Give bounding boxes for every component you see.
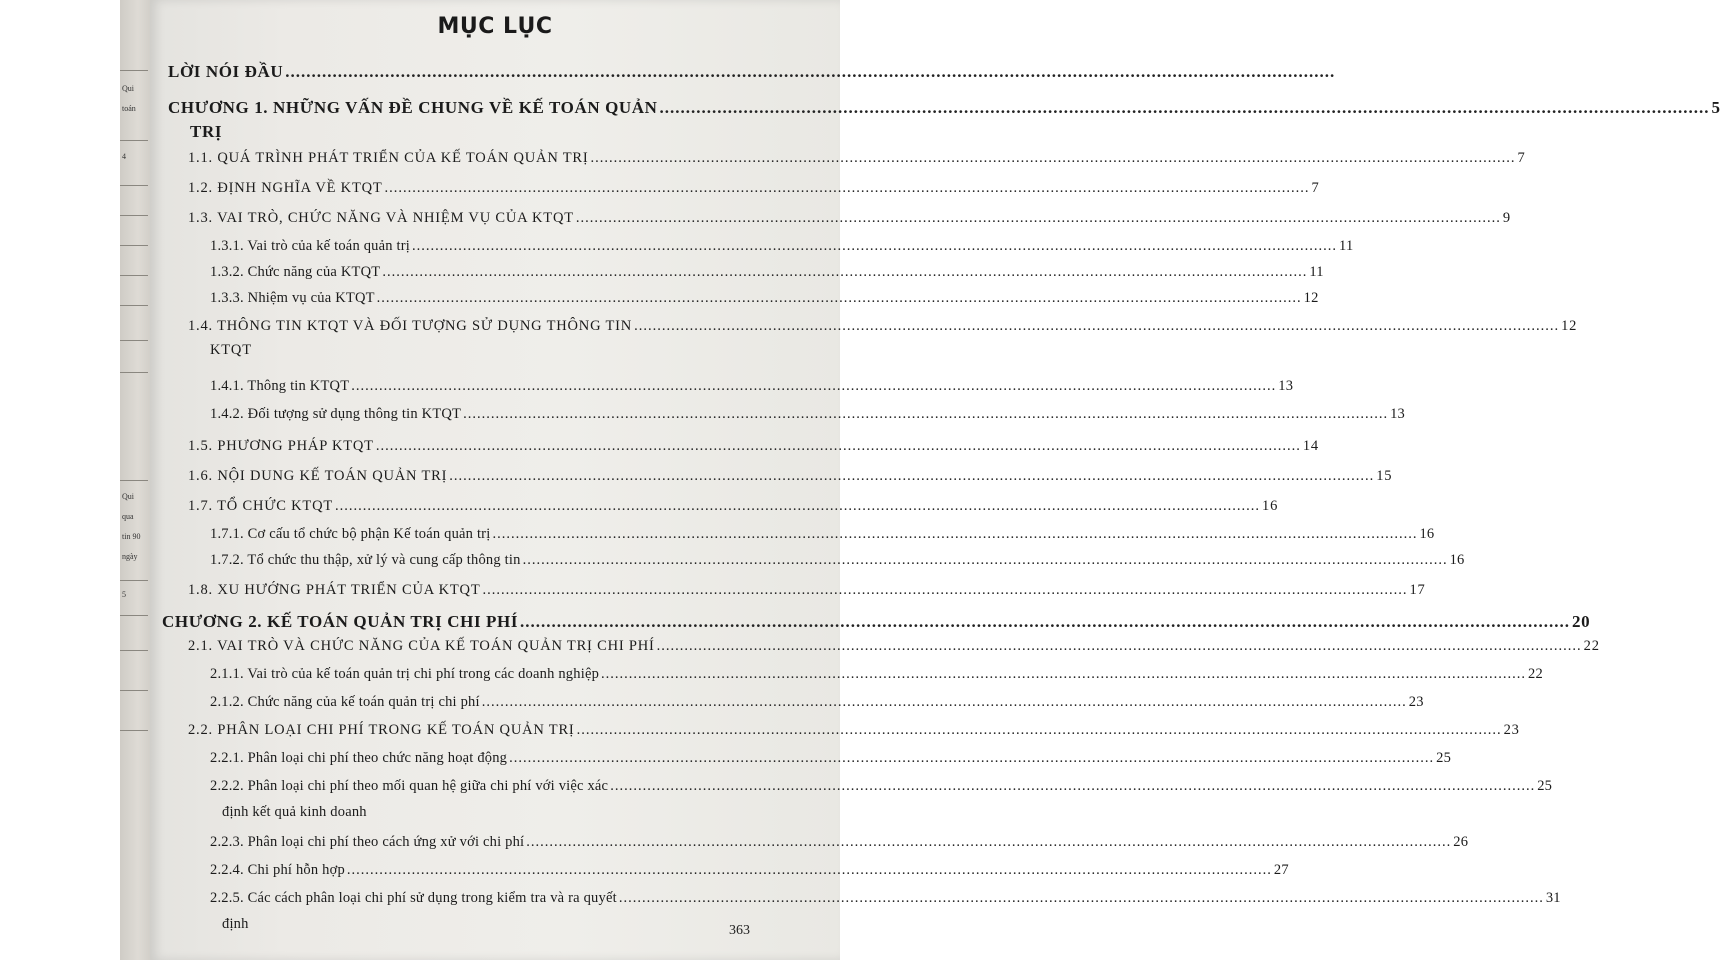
toc-entry-title: 1.8. XU HƯỚNG PHÁT TRIỂN CỦA KTQT <box>188 582 481 598</box>
toc-entry[interactable] <box>162 612 1591 632</box>
toc-entry-page: 26 <box>1453 834 1469 850</box>
side-fragment: Qui <box>122 84 134 93</box>
toc-entry[interactable] <box>210 694 1424 711</box>
toc-entry-title: 1.5. PHƯƠNG PHÁP KTQT <box>188 438 374 454</box>
toc-entry[interactable] <box>210 666 1543 683</box>
toc-entry-page: 7 <box>1311 180 1320 196</box>
toc-entry-continuation: TRỊ <box>190 122 223 141</box>
toc-entry-title: 1.3. VAI TRÒ, CHỨC NĂNG VÀ NHIỆM VỤ CỦA KTQT <box>188 210 574 226</box>
toc-entry-page: 11 <box>1339 238 1354 254</box>
toc-entry-page: 23 <box>1503 722 1520 738</box>
toc-entry-continuation: KTQT <box>210 342 252 358</box>
dot-leader: ........................................................................................................................................................................................................ <box>520 612 1571 631</box>
dot-leader: ........................................................................................................................................................................................................ <box>375 438 1301 454</box>
toc-entry-page: 22 <box>1583 638 1600 654</box>
dot-leader: ........................................................................................................................................................................................................ <box>634 318 1560 334</box>
toc-entry-page: 25 <box>1537 778 1553 794</box>
background-left <box>0 0 120 960</box>
page-number: 363 <box>729 923 750 938</box>
toc-entry-page: 7 <box>1517 150 1526 166</box>
dot-leader: ........................................................................................................................................................................................................ <box>463 406 1389 422</box>
toc-entry-page: 17 <box>1409 582 1426 598</box>
toc-entry-title: 2.2.1. Phân loại chi phí theo chức năng hoạt động <box>210 750 508 766</box>
toc-entry-page: 5 <box>1711 98 1721 117</box>
toc-entry-page: 16 <box>1449 552 1465 568</box>
side-fragment: qua <box>122 512 134 521</box>
toc-entry-page: 13 <box>1390 406 1406 422</box>
toc-entry-page: 27 <box>1273 862 1289 878</box>
toc-entry-title: 1.6. NỘI DUNG KẾ TOÁN QUẢN TRỊ <box>188 468 448 484</box>
toc-entry[interactable] <box>210 862 1289 879</box>
toc-entry[interactable] <box>188 180 1320 197</box>
toc-entry[interactable] <box>168 62 1336 82</box>
toc-entry-title: CHƯƠNG 2. KẾ TOÁN QUẢN TRỊ CHI PHÍ <box>162 612 519 631</box>
dot-leader: ........................................................................................................................................................................................................ <box>482 582 1408 598</box>
dot-leader: ........................................................................................................................................................................................................ <box>659 98 1710 117</box>
toc-entry[interactable] <box>168 98 1721 118</box>
side-fragment: Qui <box>122 492 134 501</box>
toc-entry[interactable] <box>188 722 1520 739</box>
toc-entry-title: 1.7. TỔ CHỨC KTQT <box>188 498 334 514</box>
toc-entry[interactable] <box>210 778 1553 795</box>
toc-entry-page: 12 <box>1303 290 1319 306</box>
dot-leader: ........................................................................................................................................................................................................ <box>346 862 1272 878</box>
dot-leader: ........................................................................................................................................................................................................ <box>509 750 1435 766</box>
toc-entry-title: 2.1. VAI TRÒ VÀ CHỨC NĂNG CỦA KẾ TOÁN QUẢN TRỊ CHI PHÍ <box>188 638 655 654</box>
side-fragment: 5 <box>122 590 126 599</box>
toc-entry-title: 1.4. THÔNG TIN KTQT VÀ ĐỐI TƯỢNG SỬ DỤNG THÔNG TIN <box>188 318 633 334</box>
toc-entry-page: 15 <box>1376 468 1393 484</box>
underlying-page-edge <box>120 0 151 960</box>
toc-entry-page: 11 <box>1309 264 1324 280</box>
toc-entry-page: 23 <box>1408 694 1424 710</box>
toc-entry[interactable] <box>210 526 1435 543</box>
dot-leader: ........................................................................................................................................................................................................ <box>449 468 1375 484</box>
dot-leader: ........................................................................................................................................................................................................ <box>618 890 1544 906</box>
toc-entry-title: 2.1.2. Chức năng của kế toán quản trị chi phí <box>210 694 480 710</box>
toc-entry-title: 1.2. ĐỊNH NGHĨA VỀ KTQT <box>188 180 383 196</box>
toc-entry-page: 22 <box>1528 666 1543 682</box>
toc-entry-title: 2.2.4. Chi phí hỗn hợp <box>210 862 345 878</box>
toc-entry-page: 20 <box>1572 612 1591 631</box>
toc-entry[interactable] <box>188 438 1319 455</box>
toc-entry[interactable] <box>210 264 1324 281</box>
toc-entry-page: 9 <box>1502 210 1511 226</box>
toc-entry[interactable] <box>188 638 1600 655</box>
toc-entry-page: 25 <box>1436 750 1452 766</box>
dot-leader: ........................................................................................................................................................................................................ <box>590 150 1516 166</box>
toc-entry-continuation: định kết quả kinh doanh <box>222 804 367 820</box>
dot-leader: ........................................................................................................................................................................................................ <box>492 526 1418 542</box>
toc-entry-title: 1.7.1. Cơ cấu tổ chức bộ phận Kế toán quản trị <box>210 526 491 542</box>
toc-entry-page: 12 <box>1561 318 1578 334</box>
dot-leader: ........................................................................................................................................................................................................ <box>382 264 1308 280</box>
dot-leader: ........................................................................................................................................................................................................ <box>335 498 1261 514</box>
toc-entry[interactable] <box>210 290 1319 307</box>
toc-entry-title: 1.7.2. Tổ chức thu thập, xử lý và cung cấp thông tin <box>210 552 521 568</box>
toc-entry-title: 1.3.1. Vai trò của kế toán quản trị <box>210 238 411 254</box>
toc-entry[interactable] <box>188 150 1526 167</box>
toc-entry[interactable] <box>188 318 1578 335</box>
toc-entry-title: 2.2.2. Phân loại chi phí theo mối quan hệ giữa chi phí với việc xác <box>210 778 609 794</box>
toc-entry-title: 2.2.3. Phân loại chi phí theo cách ứng xử với chi phí <box>210 834 525 850</box>
toc-entry-title: 1.1. QUÁ TRÌNH PHÁT TRIỂN CỦA KẾ TOÁN QUẢN TRỊ <box>188 150 589 166</box>
toc-entry-title: LỜI NÓI ĐẦU <box>168 62 284 81</box>
toc-entry-title: 1.4.2. Đối tượng sử dụng thông tin KTQT <box>210 406 462 422</box>
side-fragment: toán <box>122 104 136 113</box>
page-title: MỤC LỤC <box>437 14 553 39</box>
toc-entry[interactable] <box>188 582 1426 599</box>
toc-entry[interactable] <box>210 750 1452 767</box>
toc-entry-title: 1.3.3. Nhiệm vụ của KTQT <box>210 290 375 306</box>
dot-leader: ........................................................................................................................................................................................................ <box>351 378 1277 394</box>
toc-entry-title: 2.2.5. Các cách phân loại chi phí sử dụng trong kiểm tra và ra quyết <box>210 890 617 906</box>
toc-entry-page: 14 <box>1302 438 1319 454</box>
toc-entry[interactable] <box>188 468 1393 485</box>
toc-entry-continuation: định <box>222 916 249 932</box>
toc-entry[interactable] <box>210 406 1406 423</box>
toc-entry-title: 1.4.1. Thông tin KTQT <box>210 378 350 394</box>
dot-leader: ........................................................................................................................................................................................................ <box>610 778 1536 794</box>
toc-entry[interactable] <box>188 210 1511 227</box>
toc-entry-page: 16 <box>1419 526 1435 542</box>
dot-leader: ........................................................................................................................................................................................................ <box>526 834 1452 850</box>
dot-leader: ........................................................................................................................................................................................................ <box>522 552 1448 568</box>
toc-entry[interactable] <box>210 378 1294 395</box>
side-fragment: tin 90 <box>122 532 141 541</box>
dot-leader: ........................................................................................................................................................................................................ <box>384 180 1310 196</box>
dot-leader: ........................................................................................................................................................................................................ <box>376 290 1302 306</box>
dot-leader: ........................................................................................................................................................................................................ <box>575 210 1501 226</box>
side-fragment: ngày <box>122 552 138 561</box>
dot-leader: ........................................................................................................................................................................................................ <box>656 638 1582 654</box>
toc-entry[interactable] <box>210 238 1354 255</box>
dot-leader: ........................................................................................................................................................................................................ <box>601 666 1527 682</box>
toc-entry-title: 2.2. PHÂN LOẠI CHI PHÍ TRONG KẾ TOÁN QUẢN TRỊ <box>188 722 575 738</box>
toc-entry-page: 13 <box>1278 378 1294 394</box>
dot-leader: ........................................................................................................................................................................................................ <box>285 62 1336 81</box>
toc-entry-title: 2.1.1. Vai trò của kế toán quản trị chi phí trong các doanh nghiệp <box>210 666 600 682</box>
dot-leader: ........................................................................................................................................................................................................ <box>481 694 1407 710</box>
toc-entry[interactable] <box>188 498 1279 515</box>
toc-entry-title: CHƯƠNG 1. NHỮNG VẤN ĐỀ CHUNG VỀ KẾ TOÁN QUẢN <box>168 98 658 117</box>
dot-leader: ........................................................................................................................................................................................................ <box>576 722 1502 738</box>
toc-entry[interactable] <box>210 552 1465 569</box>
toc-entry-title: 1.3.2. Chức năng của KTQT <box>210 264 381 280</box>
side-fragment: 4 <box>122 152 126 161</box>
toc-entry[interactable] <box>210 834 1469 851</box>
toc-entry[interactable] <box>210 890 1561 907</box>
toc-entry-page: 16 <box>1262 498 1279 514</box>
dot-leader: ........................................................................................................................................................................................................ <box>412 238 1338 254</box>
toc-entry-page: 31 <box>1545 890 1561 906</box>
